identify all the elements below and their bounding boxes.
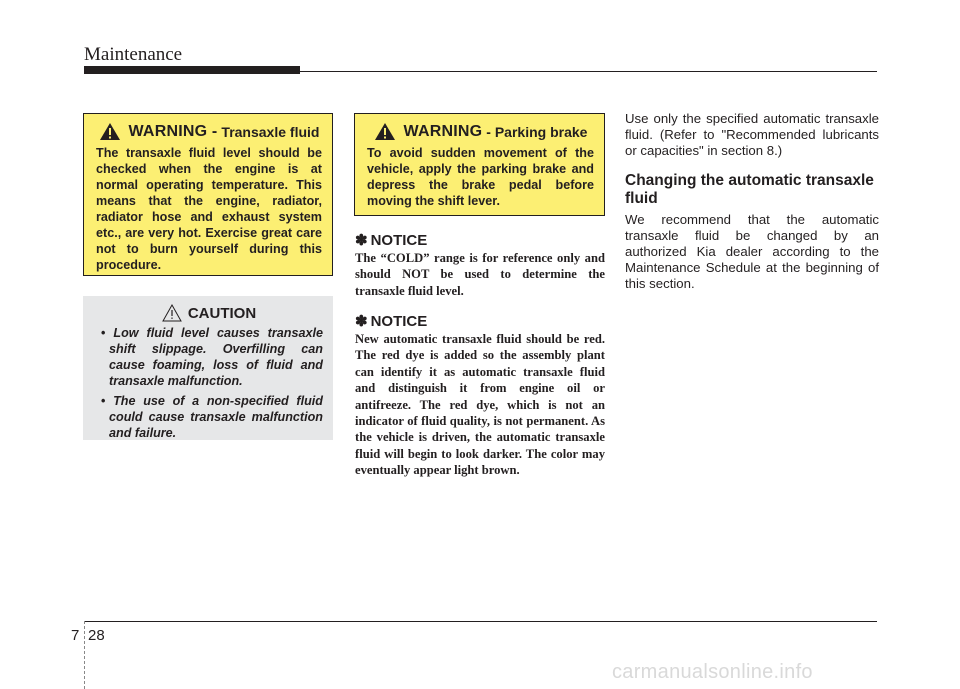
page-header-title: Maintenance (84, 44, 183, 65)
warning-transaxle-fluid-box (83, 113, 333, 276)
notice-text: The “COLD” range is for reference only and should NOT be used to determine the transaxle fluid level. (355, 251, 605, 298)
warning-label: WARNING - (128, 122, 218, 140)
notice-heading (355, 312, 427, 330)
warning-label: WARNING (403, 122, 483, 140)
caution-box (83, 296, 333, 440)
chapter-number: 7 (71, 627, 80, 644)
caution-item: • Low fluid level causes transaxle shift slippage. Overfilling can cause foaming, loss of fluid and transaxle malfunction. (95, 325, 323, 389)
caution-list (95, 325, 323, 441)
warning-subtitle: Transaxle fluid (221, 123, 320, 140)
watermark: carmanualsonline.info (612, 661, 813, 683)
warning-parking-title (367, 122, 594, 141)
notice-star-icon: ✽ (355, 313, 368, 330)
warning-triangle-icon (374, 122, 396, 141)
footer-rule (84, 621, 877, 622)
notice-title: NOTICE (370, 313, 428, 330)
caution-triangle-icon (162, 304, 182, 322)
section-heading: Changing the automatic transaxle fluid (625, 172, 874, 207)
caution-item: • The use of a non-specified fluid could cause transaxle malfunction and failure. (95, 393, 323, 441)
notice-text: New automatic transaxle fluid should be red. The red dye is added so the assembly plant can identify it as automatic transaxle fluid and distinguish it from engine oil or antifreeze. The red dye, which is not an indicator of fluid quality, is not permanent. As the vehicle is driven, the automatic transaxle fluid will begin to look darker. The color may eventually appear light brown. (355, 332, 605, 478)
warning-subtitle: - Parking brake (486, 123, 588, 140)
notice-heading (355, 231, 427, 249)
fluid-intro-paragraph: Use only the specified automatic transaxle fluid. (Refer to "Recommended lubricants or capacities" in section 8.) (625, 111, 879, 158)
warning-parking-brake-box (354, 113, 605, 216)
page-number: 28 (88, 627, 105, 644)
notice-title: NOTICE (370, 232, 428, 249)
warning-triangle-icon (99, 122, 121, 141)
warning-parking-body: To avoid sudden movement of the vehicle, apply the parking brake and depress the brake pedal before moving the shift lever. (367, 146, 594, 208)
warning-transaxle-body: The transaxle fluid level should be checked when the engine is at normal operating temperature. This means that the engine, radiator, radiator hose and exhaust system etc., are very hot. Exercise great care not to burn yourself during this procedure. (96, 146, 322, 272)
header-thick-bar (84, 66, 300, 74)
caution-label: CAUTION (187, 304, 257, 322)
footer-divider (84, 621, 86, 689)
fluid-change-paragraph: We recommend that the automatic transaxle fluid be changed by an authorized Kia dealer according to the Maintenance Schedule at the beginning of this section. (625, 212, 879, 291)
notice-star-icon: ✽ (355, 232, 368, 249)
header-rule (84, 71, 877, 72)
warning-transaxle-title (96, 122, 322, 141)
caution-title (95, 304, 323, 322)
